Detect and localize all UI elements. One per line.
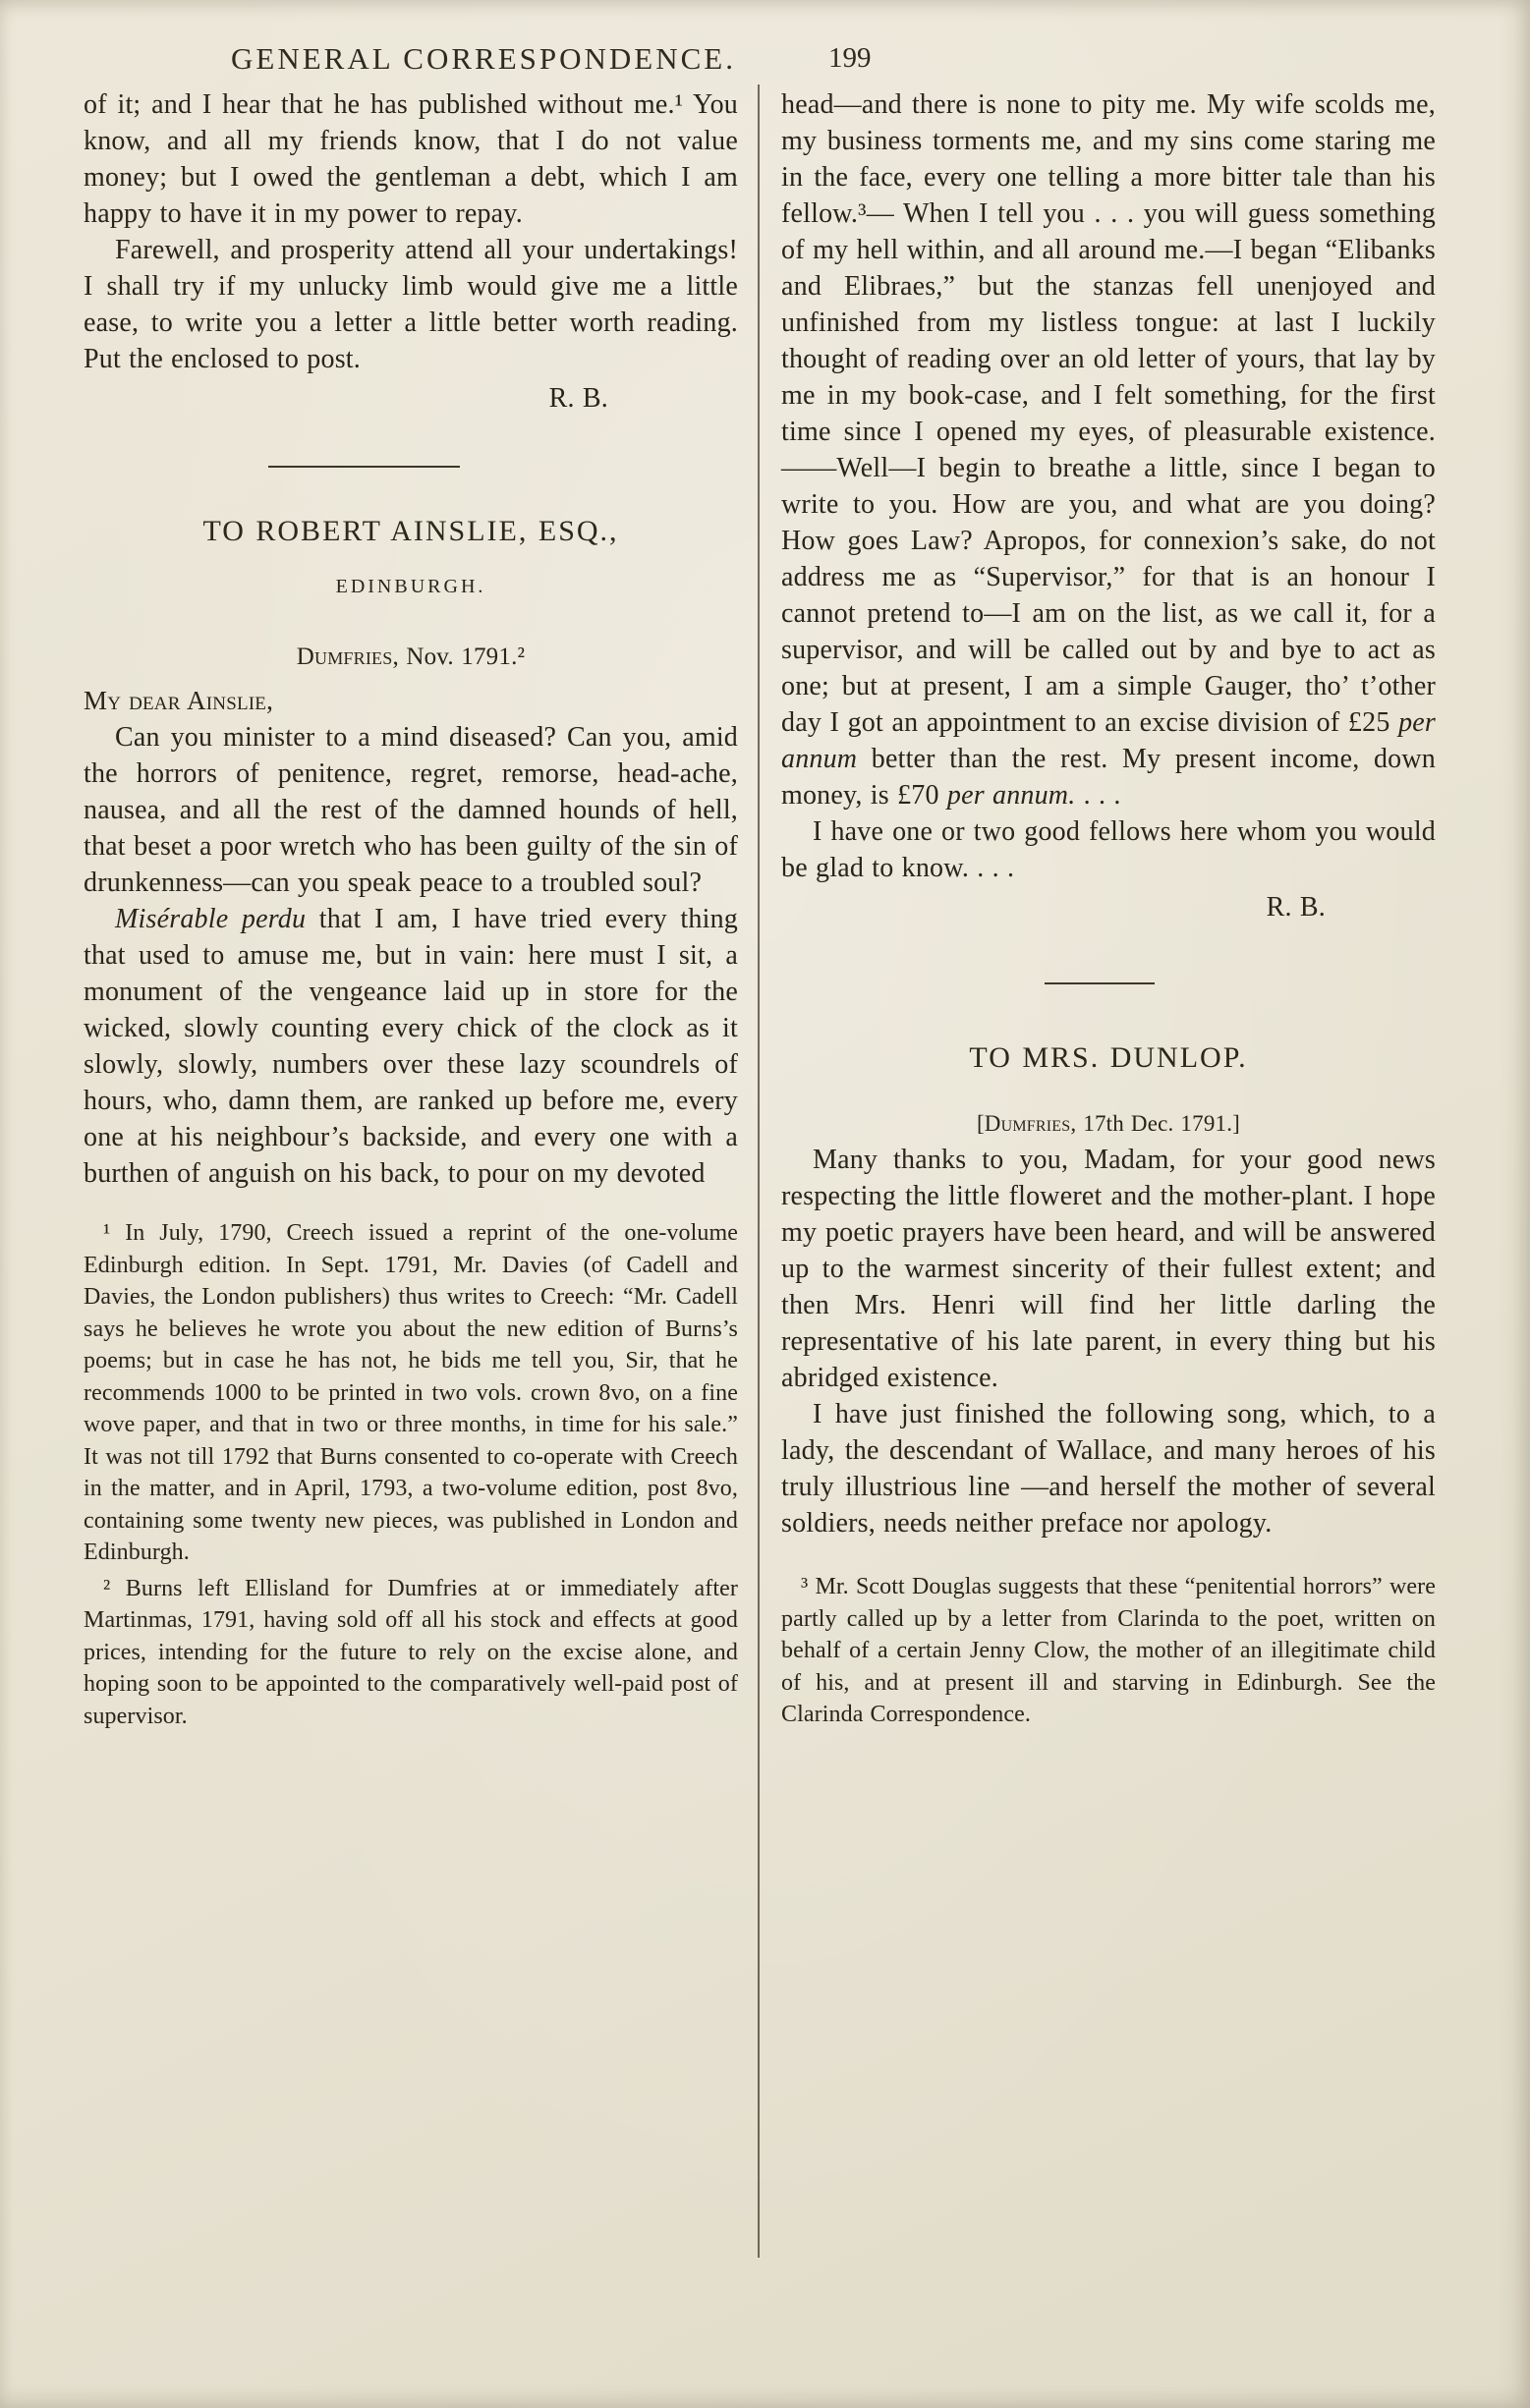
paragraph-text: that I am, I have tried every thing that used to amuse me, but in vain: here must I sit, a monument of the vengeance laid up in store for the wicked, slowly counting every chick of the clock as it slowly, slowly, numbers over these lazy scoundrels of hours, who, damn them, are ranked up before me, every one at his neighbour’s backside, and every one with a burthen of anguish on his back, to pour on my devoted — [84, 904, 738, 1189]
italic-phrase-per-annum: per annum — [781, 707, 1436, 774]
paragraph-song: I have just finished the following song, which, to a lady, the descendant of Wallace, and many heroes of his truly illustrious line —and herself the mother of several soldiers, needs neither preface nor apology. — [781, 1399, 1436, 1539]
dateline-date: 17th Dec. 1791.] — [1076, 1111, 1241, 1136]
italic-phrase-miserable-perdu: Misérable perdu — [115, 904, 307, 934]
dateline-place: Dumfries, — [296, 644, 399, 670]
dateline-place: [Dumfries, — [976, 1111, 1077, 1136]
section-divider-rule — [1045, 982, 1155, 984]
section-divider-rule — [268, 466, 460, 468]
letter-continuation-paragraph — [781, 86, 1436, 813]
paragraph-minister: Can you minister to a mind diseased? Can you, amid the horrors of penitence, regret, remorse, head-ache, nausea, and all the rest of the damned hounds of hell, that beset a poor wretch who has been guilty of the sin of drunkenness—can you speak peace to a troubled soul? — [84, 722, 738, 898]
footnotes-right — [781, 1571, 1436, 1731]
italic-phrase-per-annum: per annum. — [946, 780, 1076, 811]
signature: R. B. — [1266, 892, 1326, 923]
paragraph-text: . . . — [1075, 780, 1121, 811]
paragraph-text: better than the rest. My present income, down money, is £70 — [781, 744, 1436, 811]
letter-continuation-paragraph: of it; and I hear that he has published without me.¹ You know, and all my friends know, that I do not value money; but I owed the gentleman a debt, which I am happy to have it in my power to repay. — [84, 89, 738, 229]
running-head-title: GENERAL CORRESPONDENCE. — [231, 41, 736, 76]
dateline-ainslie — [84, 639, 738, 675]
paragraph-thanks: Many thanks to you, Madam, for your good news respecting the little floweret and the mother-plant. I hope my poetic prayers have been heard, and will be answered up to the warmest sincerity of their fullest extent; and then Mrs. Henri will find her little darling the representative of his late parent, in every thing but his abridged existence. — [781, 1145, 1436, 1393]
dateline-date: Nov. 1791.² — [398, 644, 526, 670]
letter-subheading-edinburgh: EDINBURGH. — [335, 576, 486, 597]
dateline-dunlop — [781, 1105, 1436, 1142]
footnote-3: ³ Mr. Scott Douglas suggests that these “penitential horrors” were partly called up by a letter from Clarinda to the poet, written on behalf of a certain Jenny Clow, the mother of an illegitimate child of his, and at present ill and starving in Edinburgh. See the Clarinda Correspondence. — [781, 1574, 1436, 1727]
text-columns — [84, 86, 1437, 1732]
letter-heading-dunlop: TO MRS. DUNLOP. — [969, 1041, 1248, 1074]
letter-heading-ainslie: TO ROBERT AINSLIE, ESQ., — [202, 515, 619, 547]
page-number: 199 — [828, 42, 872, 74]
right-column — [781, 86, 1436, 1731]
salutation-ainslie: My dear Ainslie, — [84, 686, 274, 715]
signature: R. B. — [548, 383, 608, 414]
left-column — [84, 86, 738, 1732]
footnote-1: ¹ In July, 1790, Creech issued a reprint of the one-volume Edinburgh edition. In Sept. 1791, Mr. Davies (of Cadell and Davies, the London publishers) thus writes to Creech: “Mr. Cadell says he believes he wrote you about the new edition of Burns’s poems; but in case he has not, he bids me tell you, Sir, that he recommends 1000 to be printed in two vols. crown 8vo, on a fine wove paper, and that in two or three months, in time for his sale.” It was not till 1792 that Burns consented to co-operate with Creech in the matter, and in April, 1793, a two-volume edition, post 8vo, containing some twenty new pieces, was published in London and Edinburgh. — [84, 1220, 738, 1565]
footnotes-left — [84, 1217, 738, 1732]
paragraph-text: head—and there is none to pity me. My wife scolds me, my business torments me, and my sins come staring me in the face, every one telling a more bitter tale than his fellow.³— When I tell you . . . you will guess something of my hell within, and all around me.—I began “Elibanks and Elibraes,” but the stanzas fell unenjoyed and unfinished from my listless tongue: at last I luckily thought of reading over an old letter of yours, that lay by me in my book-case, and I felt something, for the first time since I opened my eyes, of pleasurable existence.——Well—I begin to breathe a little, since I began to write to you. How are you, and what are you doing? How goes Law? Apropos, for connexion’s sake, do not address me as “Supervisor,” for that is an honour I cannot pretend to—I am on the list, as we call it, for a supervisor, and will be called out by and bye to act as one; but at present, I am a simple Gauger, tho’ t’other day I got an appointment to an excise division of £25 — [781, 89, 1436, 738]
farewell-paragraph: Farewell, and prosperity attend all your undertakings! I shall try if my unlucky limb would give me a little ease, to write you a letter a little better worth reading. Put the enclosed to post. — [84, 235, 738, 374]
fellows-paragraph: I have one or two good fellows here whom you would be glad to know. . . . — [781, 816, 1436, 883]
paragraph-miserable — [84, 901, 738, 1192]
footnote-2: ² Burns left Ellisland for Dumfries at or immediately after Martinmas, 1791, having sold off all his stock and effects at good prices, intending for the future to rely on the excise alone, and hoping soon to be appointed to the comparatively well-paid post of supervisor. — [84, 1575, 738, 1729]
